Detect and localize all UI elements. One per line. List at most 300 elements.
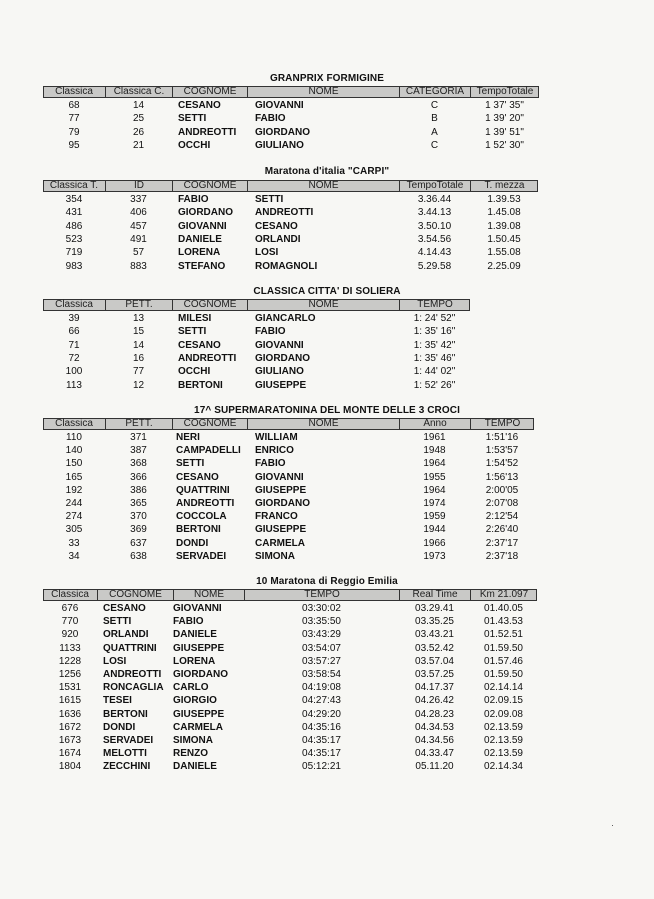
column-header-id: ID [105, 181, 172, 191]
cell-tempototale: 3.36.44 [417, 194, 452, 205]
cell-anno: 1944 [423, 524, 446, 536]
cell-nome: ANDREOTTI [255, 207, 314, 219]
cell-tempototale: 1 39' 20" [485, 113, 524, 125]
cell-categoria: B [431, 113, 438, 125]
cell-classica: 920 [61, 629, 79, 641]
cell-cognome: DANIELE [178, 233, 222, 245]
table-row [0, 312, 654, 325]
table-row [0, 112, 654, 125]
cell-nome: LOSI [255, 247, 279, 259]
cell-pett: 637 [130, 537, 147, 549]
cell-categoria: C [430, 139, 439, 151]
cell-cognome: STEFANO [178, 260, 226, 272]
cell-classica: 1228 [58, 655, 82, 667]
cell-tempototale: 1 37' 35" [485, 100, 524, 111]
cell-pett: 365 [130, 498, 147, 509]
table-row [0, 457, 654, 470]
cell-tempototale: 3.44.13 [417, 207, 452, 219]
cell-real-time: 03.52.42 [415, 642, 454, 654]
cell-nome: GIOVANNI [255, 100, 304, 111]
cell-classica-t: 983 [65, 260, 83, 272]
table-row [0, 365, 654, 378]
cell-km-21-097: 01.52.51 [484, 629, 523, 641]
table-header [43, 589, 537, 601]
cell-km-21-097: 01.59.50 [484, 669, 523, 680]
table-row [0, 734, 654, 747]
cell-cognome: BERTONI [103, 708, 148, 720]
cell-nome: LORENA [173, 655, 216, 667]
cell-tempototale: 3.54.56 [417, 233, 452, 245]
cell-pett: 16 [132, 352, 145, 364]
cell-tempo: 1:53'57 [485, 445, 519, 457]
cell-classica-t: 719 [65, 247, 83, 259]
cell-nome: FABIO [255, 113, 286, 125]
cell-cognome: GIOVANNI [178, 220, 227, 232]
column-header-nome: NOME [173, 590, 244, 600]
cell-tempo: 04:35:16 [302, 721, 341, 733]
cell-cognome: MILESI [178, 313, 212, 324]
cell-tempo: 03:43:29 [302, 629, 341, 641]
cell-classica: 100 [65, 366, 83, 378]
column-header-cognome: COGNOME [97, 590, 173, 600]
cell-real-time: 03.29.41 [415, 603, 454, 614]
cell-cognome: SERVADEI [176, 550, 227, 562]
cell-tempo: 04:27:43 [302, 695, 341, 707]
cell-classica: 1636 [58, 708, 82, 720]
cell-cognome: ANDREOTTI [103, 669, 162, 680]
cell-tempo: 2:12'54 [485, 511, 519, 523]
table-row [0, 339, 654, 352]
cell-tempototale: 1 39' 51" [485, 126, 524, 138]
cell-cognome: SERVADEI [103, 735, 154, 746]
cell-tempo: 04:19:08 [302, 682, 341, 694]
column-header-tempototale: TempoTotale [399, 181, 470, 191]
cell-nome: GIUSEPPE [255, 484, 307, 496]
cell-real-time: 04.26.42 [415, 695, 454, 707]
cell-tempo: 03:30:02 [302, 603, 341, 614]
cell-classica: 34 [68, 550, 80, 562]
cell-id: 337 [130, 194, 147, 205]
cell-nome: GIORDANO [255, 352, 310, 364]
cell-nome: GIUSEPPE [255, 379, 307, 391]
cell-categoria: C [430, 100, 439, 111]
cell-cognome: CESANO [176, 471, 219, 483]
cell-classica-t: 486 [65, 220, 83, 232]
column-header-km-21-097: Km 21.097 [470, 590, 537, 600]
table-row [0, 193, 654, 206]
cell-classica: 676 [61, 603, 79, 614]
cell-nome: CESANO [255, 220, 298, 232]
cell-cognome: DONDI [103, 721, 136, 733]
table-row [0, 484, 654, 497]
cell-nome: RENZO [173, 748, 208, 760]
cell-nome: SIMONA [255, 550, 295, 562]
table-header [43, 180, 538, 192]
cell-pett: 387 [130, 445, 147, 457]
cell-nome: ORLANDI [255, 233, 301, 245]
cell-pett: 366 [130, 471, 147, 483]
cell-classica: 1804 [58, 761, 82, 773]
cell-cognome: TESEI [103, 695, 132, 707]
table-row [0, 444, 654, 457]
cell-cognome: CAMPADELLI [176, 445, 241, 457]
cell-classica: 274 [65, 511, 83, 523]
cell-real-time: 05.11.20 [415, 761, 454, 773]
cell-km-21-097: 01.43.53 [484, 616, 523, 628]
cell-classica: 113 [66, 379, 82, 391]
cell-classica-c: 25 [132, 113, 145, 125]
cell-nome: GIUSEPPE [173, 642, 225, 654]
table-row [0, 655, 654, 668]
cell-classica: 1674 [58, 748, 82, 760]
cell-cognome: OCCHI [178, 139, 211, 151]
table-row [0, 471, 654, 484]
cell-km-21-097: 02.09.08 [484, 708, 523, 720]
cell-nome: GIULIANO [255, 366, 304, 378]
table-header [43, 86, 539, 98]
cell-anno: 1966 [423, 537, 446, 549]
cell-cognome: SETTI [176, 458, 205, 470]
cell-tempo: 05:12:21 [302, 761, 341, 773]
cell-tempo: 2:37'18 [485, 550, 519, 562]
cell-nome: GIUSEPPE [173, 708, 225, 720]
cell-nome: GIORDANO [255, 498, 310, 509]
cell-nome: FABIO [255, 326, 286, 338]
table-row [0, 379, 654, 392]
cell-nome: DANIELE [173, 629, 217, 641]
column-header-classica-t: Classica T. [49, 180, 99, 191]
cell-tempo: 2:26'40 [485, 524, 519, 536]
table-row [0, 246, 654, 259]
cell-anno: 1974 [423, 498, 446, 509]
column-header-nome: NOME [247, 419, 399, 429]
cell-classica: 68 [68, 100, 80, 111]
cell-real-time: 04.34.56 [415, 735, 454, 746]
cell-cognome: ANDREOTTI [178, 352, 237, 364]
section-title: CLASSICA CITTA' DI SOLIERA [253, 286, 401, 297]
column-header-pett: PETT. [105, 300, 172, 310]
cell-classica: 1256 [58, 669, 82, 680]
cell-nome: FABIO [173, 616, 204, 628]
cell-tempo: 1:54'52 [485, 458, 519, 470]
cell-cognome: NERI [176, 432, 200, 443]
cell-anno: 1955 [423, 471, 446, 483]
cell-id: 406 [130, 207, 147, 219]
cell-km-21-097: 02.13.59 [484, 748, 523, 760]
cell-classica: 1672 [58, 721, 82, 733]
column-header-classica: Classica [55, 86, 93, 97]
cell-pett: 77 [132, 366, 145, 378]
cell-pett: 14 [132, 339, 145, 351]
cell-nome: GIULIANO [255, 139, 304, 151]
cell-cognome: QUATTRINI [176, 484, 230, 496]
table-row [0, 615, 654, 628]
cell-nome: WILLIAM [255, 432, 298, 443]
cell-nome: GIOVANNI [255, 339, 304, 351]
cell-pett: 638 [130, 550, 147, 562]
cell-cognome: SETTI [178, 326, 207, 338]
cell-cognome: SETTI [103, 616, 132, 628]
cell-categoria: A [431, 126, 438, 138]
cell-nome: SETTI [255, 194, 284, 205]
cell-real-time: 03.57.25 [415, 669, 454, 680]
cell-classica: 1133 [59, 642, 81, 654]
cell-tempo: 03:35:50 [302, 616, 341, 628]
cell-classica: 770 [61, 616, 79, 628]
cell-real-time: 04.28.23 [415, 708, 454, 720]
cell-tempo: 1: 52' 26" [413, 379, 456, 391]
cell-pett: 368 [130, 458, 147, 470]
cell-anno: 1964 [423, 484, 446, 496]
table-row [0, 139, 654, 152]
table-row [0, 510, 654, 523]
cell-classica: 71 [68, 339, 80, 351]
cell-pett: 369 [130, 524, 147, 536]
column-header-cognome: COGNOME [172, 419, 247, 429]
cell-tempo: 2:37'17 [485, 537, 519, 549]
cell-tempo: 03:57:27 [302, 655, 341, 667]
table-row [0, 497, 654, 510]
cell-classica: 192 [65, 484, 83, 496]
cell-classica: 1531 [58, 682, 82, 694]
cell-classica: 66 [68, 326, 80, 338]
cell-classica-t: 354 [65, 194, 83, 205]
cell-classica-t: 523 [65, 233, 83, 245]
table-row [0, 694, 654, 707]
table-row [0, 747, 654, 760]
column-header-t-mezza: T. mezza [470, 181, 538, 191]
cell-classica: 95 [68, 139, 80, 151]
cell-nome: GIORDANO [173, 669, 228, 680]
table-header [43, 418, 534, 430]
cell-tempo: 1: 35' 16" [413, 326, 456, 338]
cell-classica: 244 [65, 498, 83, 509]
cell-pett: 12 [132, 379, 145, 391]
cell-pett: 370 [130, 511, 147, 523]
cell-id: 457 [130, 220, 147, 232]
cell-id: 57 [132, 247, 145, 259]
table-row [0, 206, 654, 219]
cell-tempototale: 1 52' 30" [485, 139, 524, 151]
cell-km-21-097: 02.14.14 [484, 682, 523, 694]
cell-t-mezza: 1.55.08 [487, 247, 521, 259]
cell-nome: GIOVANNI [173, 603, 222, 614]
cell-km-21-097: 01.40.05 [484, 603, 523, 614]
section-title: GRANPRIX FORMIGINE [269, 73, 385, 84]
cell-cognome: FABIO [178, 194, 209, 205]
cell-pett: 13 [132, 313, 145, 324]
cell-anno: 1959 [423, 511, 446, 523]
table-row [0, 628, 654, 641]
cell-cognome: ORLANDI [103, 629, 149, 641]
cell-cognome: ANDREOTTI [178, 126, 237, 138]
table-row [0, 668, 654, 681]
column-header-nome: NOME [247, 181, 399, 191]
column-header-cognome: COGNOME [172, 87, 247, 97]
cell-classica: 140 [65, 445, 83, 457]
column-header-anno: Anno [399, 419, 470, 429]
column-header-cognome: COGNOME [172, 181, 247, 191]
cell-tempo: 04:29:20 [302, 708, 341, 720]
table-row [0, 550, 654, 563]
cell-pett: 371 [130, 432, 147, 443]
cell-classica: 39 [68, 313, 80, 324]
column-header-cognome: COGNOME [172, 300, 247, 310]
section-title: 10 Maratona di Reggio Emilia [256, 576, 398, 587]
cell-tempo: 2:07'08 [485, 498, 519, 509]
cell-nome: GIANCARLO [255, 313, 316, 324]
scan-speck: · [611, 820, 614, 830]
cell-tempo: 1: 35' 46" [413, 352, 456, 364]
cell-anno: 1973 [423, 550, 446, 562]
cell-cognome: CESANO [103, 603, 146, 614]
cell-id: 491 [130, 233, 147, 245]
column-header-real-time: Real Time [399, 590, 470, 600]
cell-tempo: 1:56'13 [485, 471, 519, 483]
cell-anno: 1964 [423, 458, 446, 470]
cell-classica: 165 [65, 471, 83, 483]
cell-classica-c: 26 [132, 126, 145, 138]
column-header-tempo: TEMPO [399, 300, 470, 310]
cell-classica-t: 431 [65, 207, 83, 219]
section-title: 17^ SUPERMARATONINA DEL MONTE DELLE 3 CROCI [194, 405, 460, 416]
cell-t-mezza: 1.39.08 [487, 220, 521, 232]
cell-cognome: LOSI [103, 655, 127, 667]
column-header-tempo: TEMPO [244, 590, 399, 600]
column-header-categoria: CATEGORIA [399, 87, 470, 97]
cell-nome: GIORDANO [255, 126, 310, 138]
section-title: Maratona d'italia "CARPI" [264, 166, 390, 177]
cell-classica: 110 [66, 432, 82, 443]
cell-classica-c: 14 [132, 100, 145, 111]
cell-nome: DANIELE [173, 761, 217, 773]
cell-real-time: 03.57.04 [415, 655, 454, 667]
table-row [0, 325, 654, 338]
table-row [0, 523, 654, 536]
cell-km-21-097: 02.09.15 [484, 695, 523, 707]
column-header-classica: Classica [55, 299, 93, 310]
cell-nome: ROMAGNOLI [255, 260, 318, 272]
cell-classica: 33 [68, 537, 80, 549]
cell-classica: 150 [65, 458, 83, 470]
column-header-tempototale: TempoTotale [470, 87, 539, 97]
cell-classica: 1615 [58, 695, 82, 707]
cell-cognome: BERTONI [178, 379, 223, 391]
column-header-classica: Classica [55, 418, 93, 429]
cell-cognome: LORENA [178, 247, 221, 259]
cell-nome: CARLO [173, 682, 209, 694]
cell-tempototale: 3.50.10 [417, 220, 452, 232]
cell-real-time: 03.35.25 [415, 616, 454, 628]
cell-cognome: COCCOLA [176, 511, 227, 523]
cell-tempo: 03:58:54 [302, 669, 341, 680]
table-row [0, 431, 654, 444]
cell-id: 883 [130, 260, 147, 272]
cell-classica: 1673 [58, 735, 82, 746]
cell-t-mezza: 1.39.53 [487, 194, 521, 205]
cell-cognome: BERTONI [176, 524, 221, 536]
column-header-classica-c: Classica C. [105, 87, 172, 97]
cell-nome: FABIO [255, 458, 286, 470]
cell-cognome: ANDREOTTI [176, 498, 235, 509]
cell-anno: 1961 [423, 432, 446, 443]
table-row [0, 642, 654, 655]
table-row [0, 220, 654, 233]
cell-tempo: 04:35:17 [302, 748, 341, 760]
table-row [0, 681, 654, 694]
cell-km-21-097: 02.13.59 [484, 721, 523, 733]
cell-cognome: MELOTTI [103, 748, 147, 760]
cell-t-mezza: 2.25.09 [487, 260, 521, 272]
cell-km-21-097: 02.14.34 [484, 761, 523, 773]
table-row [0, 708, 654, 721]
cell-real-time: 04.33.47 [415, 748, 454, 760]
table-header [43, 299, 470, 311]
cell-km-21-097: 02.13.59 [484, 735, 523, 746]
cell-nome: ENRICO [255, 445, 294, 457]
table-row [0, 352, 654, 365]
cell-tempo: 04:35:17 [302, 735, 341, 746]
table-row [0, 721, 654, 734]
cell-nome: GIUSEPPE [255, 524, 307, 536]
cell-t-mezza: 1.50.45 [487, 233, 521, 245]
cell-classica: 77 [68, 113, 80, 125]
table-row [0, 260, 654, 273]
table-row [0, 126, 654, 139]
cell-cognome: GIORDANO [178, 207, 233, 219]
column-header-classica: Classica [51, 589, 89, 600]
cell-cognome: ZECCHINI [103, 761, 151, 773]
cell-cognome: OCCHI [178, 366, 211, 378]
cell-nome: FRANCO [255, 511, 298, 523]
table-row [0, 99, 654, 112]
table-row [0, 537, 654, 550]
cell-classica: 305 [65, 524, 83, 536]
cell-real-time: 04.17.37 [415, 682, 454, 694]
cell-real-time: 04.34.53 [415, 721, 454, 733]
table-row [0, 760, 654, 773]
cell-pett: 15 [132, 326, 145, 338]
table-row [0, 233, 654, 246]
cell-t-mezza: 1.45.08 [487, 207, 521, 219]
cell-cognome: CESANO [178, 100, 221, 111]
cell-real-time: 03.43.21 [415, 629, 454, 641]
cell-tempo: 03:54:07 [302, 642, 341, 654]
cell-classica: 72 [68, 352, 80, 364]
column-header-nome: NOME [247, 300, 399, 310]
cell-tempo: 1: 44' 02" [413, 366, 456, 378]
cell-tempototale: 5.29.58 [417, 260, 452, 272]
cell-nome: GIOVANNI [255, 471, 304, 483]
cell-cognome: DONDI [176, 537, 209, 549]
cell-pett: 386 [130, 484, 147, 496]
cell-nome: CARMELA [255, 537, 305, 549]
cell-cognome: QUATTRINI [103, 642, 157, 654]
cell-tempo: 1: 24' 52" [413, 313, 456, 324]
cell-km-21-097: 01.57.46 [484, 655, 523, 667]
cell-tempototale: 4.14.43 [417, 247, 452, 259]
cell-anno: 1948 [423, 445, 446, 457]
column-header-tempo: TEMPO [470, 419, 534, 429]
cell-cognome: CESANO [178, 339, 221, 351]
cell-classica: 79 [68, 126, 80, 138]
cell-nome: CARMELA [173, 721, 223, 733]
cell-classica-c: 21 [132, 139, 145, 151]
column-header-nome: NOME [247, 87, 399, 97]
cell-cognome: SETTI [178, 113, 207, 125]
cell-nome: GIORGIO [173, 695, 217, 707]
cell-tempo: 2:00'05 [485, 484, 519, 496]
